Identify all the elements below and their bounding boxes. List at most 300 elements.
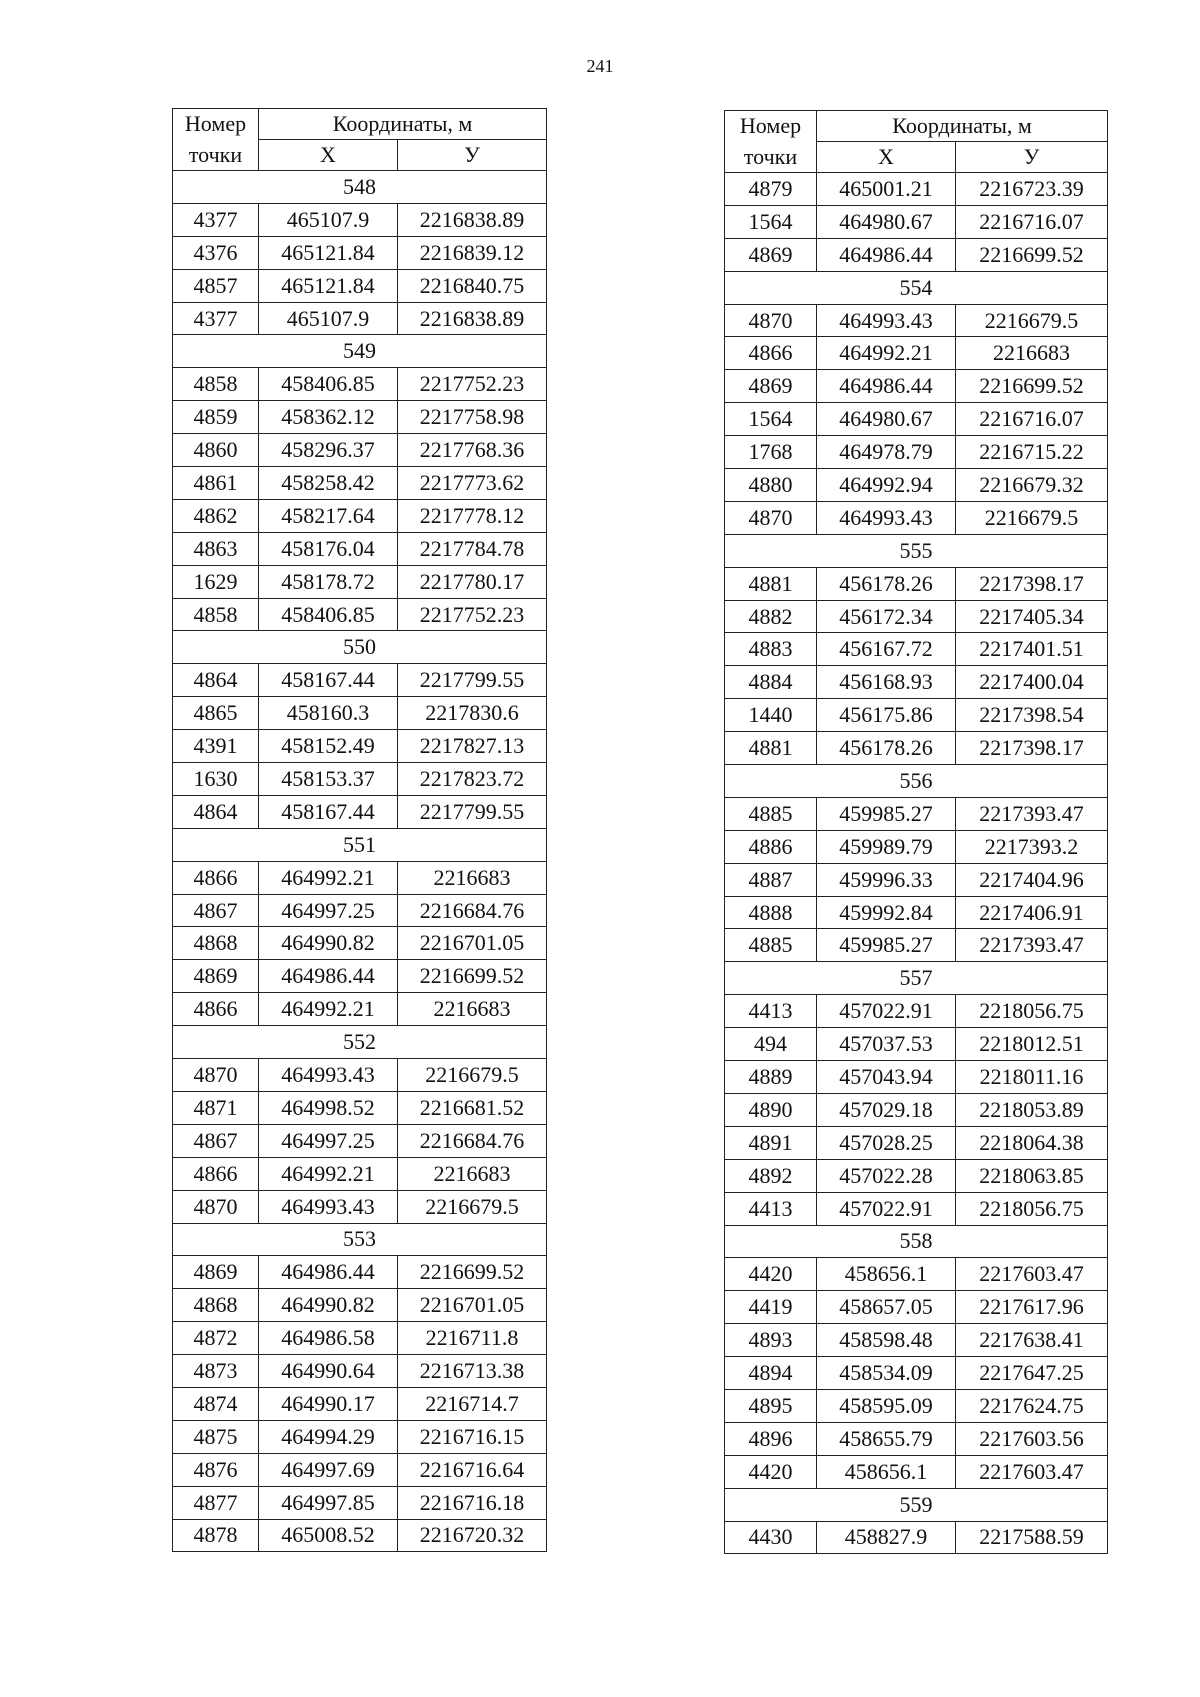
table-row: [173, 1059, 547, 1092]
y-coordinate-cell: 2217398.17: [956, 567, 1108, 600]
point-number-header: Номер: [725, 111, 817, 142]
y-coordinate-cell: 2216711.8: [398, 1322, 547, 1355]
y-coordinate-cell: 2216720.32: [398, 1519, 547, 1552]
x-column-header: X: [259, 140, 398, 171]
x-coordinate-cell: 458657.05: [817, 1291, 956, 1324]
x-coordinate-cell: 464990.17: [259, 1387, 398, 1420]
y-coordinate-cell: 2218064.38: [956, 1126, 1108, 1159]
y-coordinate-cell: 2217393.2: [956, 830, 1108, 863]
y-coordinate-cell: 2217624.75: [956, 1389, 1108, 1422]
section-title: 559: [725, 1488, 1108, 1521]
table-row: [725, 830, 1108, 863]
x-coordinate-cell: 458656.1: [817, 1258, 956, 1291]
x-coordinate-cell: 458406.85: [259, 598, 398, 631]
x-coordinate-cell: 456167.72: [817, 633, 956, 666]
x-coordinate-cell: 464986.44: [817, 238, 956, 271]
section-row: [725, 765, 1108, 798]
header-row-bottom: [725, 142, 1108, 173]
section-title: 549: [173, 335, 547, 368]
section-row: [725, 1488, 1108, 1521]
x-coordinate-cell: 464980.67: [817, 403, 956, 436]
point-number-cell: 1768: [725, 436, 817, 469]
x-coordinate-cell: 465121.84: [259, 236, 398, 269]
point-number-cell: 4420: [725, 1455, 817, 1488]
point-number-cell: 4867: [173, 1124, 259, 1157]
table-row: [725, 1028, 1108, 1061]
y-coordinate-cell: 2216716.15: [398, 1420, 547, 1453]
point-number-cell: 494: [725, 1028, 817, 1061]
y-coordinate-cell: 2217799.55: [398, 795, 547, 828]
y-coordinate-cell: 2216701.05: [398, 927, 547, 960]
table-row: [173, 532, 547, 565]
table-row: [173, 401, 547, 434]
table-row: [173, 236, 547, 269]
x-coordinate-cell: 458362.12: [259, 401, 398, 434]
table-row: [725, 732, 1108, 765]
y-coordinate-cell: 2218053.89: [956, 1093, 1108, 1126]
point-number-cell: 4869: [725, 370, 817, 403]
table-row: [173, 730, 547, 763]
point-number-cell: 4866: [725, 337, 817, 370]
point-number-cell: 4872: [173, 1322, 259, 1355]
section-row: [725, 1225, 1108, 1258]
x-coordinate-cell: 464993.43: [817, 304, 956, 337]
x-coordinate-cell: 464997.25: [259, 1124, 398, 1157]
table-row: [725, 666, 1108, 699]
y-coordinate-cell: 2217603.47: [956, 1258, 1108, 1291]
x-coordinate-cell: 464992.94: [817, 469, 956, 502]
point-number-cell: 4863: [173, 532, 259, 565]
coordinates-table-left: [172, 108, 547, 1552]
table-row: [725, 1357, 1108, 1390]
x-coordinate-cell: 465001.21: [817, 173, 956, 206]
y-coordinate-cell: 2216699.52: [398, 1256, 547, 1289]
point-number-cell: 4860: [173, 434, 259, 467]
table-row: [725, 1192, 1108, 1225]
y-coordinate-cell: 2217830.6: [398, 697, 547, 730]
table-row: [173, 302, 547, 335]
x-coordinate-cell: 465008.52: [259, 1519, 398, 1552]
x-coordinate-cell: 458167.44: [259, 664, 398, 697]
y-coordinate-cell: 2216838.89: [398, 302, 547, 335]
point-number-cell: 1440: [725, 699, 817, 732]
point-number-cell: 1629: [173, 565, 259, 598]
table-row: [173, 269, 547, 302]
x-coordinate-cell: 464993.43: [259, 1190, 398, 1223]
table-row: [725, 173, 1108, 206]
point-number-header-continued: точки: [173, 140, 259, 171]
y-coordinate-cell: 2216683: [956, 337, 1108, 370]
point-number-cell: 4891: [725, 1126, 817, 1159]
point-number-cell: 4894: [725, 1357, 817, 1390]
x-coordinate-cell: 464990.64: [259, 1355, 398, 1388]
section-title: 551: [173, 828, 547, 861]
point-number-cell: 4413: [725, 1192, 817, 1225]
point-number-cell: 4883: [725, 633, 817, 666]
table-row: [173, 664, 547, 697]
table-row: [725, 238, 1108, 271]
y-coordinate-cell: 2217398.17: [956, 732, 1108, 765]
point-number-cell: 4377: [173, 203, 259, 236]
section-title: 554: [725, 271, 1108, 304]
x-coordinate-cell: 464986.44: [817, 370, 956, 403]
page-number: 241: [586, 56, 614, 76]
point-number-cell: 4892: [725, 1159, 817, 1192]
point-number-cell: 4862: [173, 499, 259, 532]
section-row: [173, 828, 547, 861]
section-title: 552: [173, 1026, 547, 1059]
x-coordinate-cell: 458152.49: [259, 730, 398, 763]
header-row-top: [725, 111, 1108, 142]
x-coordinate-cell: 457022.91: [817, 1192, 956, 1225]
table-row: [725, 469, 1108, 502]
table-row: [173, 927, 547, 960]
y-coordinate-cell: 2217603.56: [956, 1422, 1108, 1455]
section-row: [725, 962, 1108, 995]
point-number-cell: 4879: [725, 173, 817, 206]
x-coordinate-cell: 464992.21: [259, 1157, 398, 1190]
table-row: [173, 499, 547, 532]
y-coordinate-cell: 2216684.76: [398, 1124, 547, 1157]
point-number-cell: 4870: [173, 1190, 259, 1223]
y-coordinate-cell: 2216683: [398, 1157, 547, 1190]
table-row: [173, 763, 547, 796]
y-coordinate-cell: 2217405.34: [956, 600, 1108, 633]
point-number-cell: 4869: [173, 960, 259, 993]
header-row-top: [173, 109, 547, 140]
point-number-cell: 4866: [173, 1157, 259, 1190]
y-coordinate-cell: 2217603.47: [956, 1455, 1108, 1488]
y-coordinate-cell: 2216679.5: [956, 501, 1108, 534]
section-row: [725, 271, 1108, 304]
x-coordinate-cell: 464997.25: [259, 894, 398, 927]
y-coordinate-cell: 2218011.16: [956, 1061, 1108, 1094]
table-row: [173, 894, 547, 927]
y-coordinate-cell: 2217404.96: [956, 863, 1108, 896]
point-number-cell: 4864: [173, 795, 259, 828]
table-row: [173, 960, 547, 993]
point-number-cell: 4420: [725, 1258, 817, 1291]
x-coordinate-cell: 458178.72: [259, 565, 398, 598]
table-row: [725, 633, 1108, 666]
x-coordinate-cell: 458176.04: [259, 532, 398, 565]
point-number-cell: 4880: [725, 469, 817, 502]
table-row: [725, 1061, 1108, 1094]
point-number-cell: 4885: [725, 797, 817, 830]
x-coordinate-cell: 464992.21: [817, 337, 956, 370]
y-coordinate-cell: 2216683: [398, 993, 547, 1026]
y-coordinate-cell: 2218056.75: [956, 1192, 1108, 1225]
y-coordinate-cell: 2217784.78: [398, 532, 547, 565]
y-coordinate-cell: 2216716.07: [956, 403, 1108, 436]
point-number-header-continued: точки: [725, 142, 817, 173]
table-row: [725, 699, 1108, 732]
y-column-header: У: [956, 142, 1108, 173]
table-row: [725, 1422, 1108, 1455]
point-number-cell: 4876: [173, 1453, 259, 1486]
point-number-cell: 4870: [725, 304, 817, 337]
x-coordinate-cell: 456178.26: [817, 732, 956, 765]
y-coordinate-cell: 2216683: [398, 861, 547, 894]
x-coordinate-cell: 464978.79: [817, 436, 956, 469]
point-number-cell: 4875: [173, 1420, 259, 1453]
x-coordinate-cell: 464986.44: [259, 1256, 398, 1289]
table-row: [725, 1291, 1108, 1324]
y-coordinate-cell: 2217638.41: [956, 1324, 1108, 1357]
table-row: [173, 1387, 547, 1420]
point-number-cell: 4859: [173, 401, 259, 434]
table-row: [725, 304, 1108, 337]
y-coordinate-cell: 2216839.12: [398, 236, 547, 269]
coordinates-header: Координаты, м: [817, 111, 1108, 142]
table-row: [173, 467, 547, 500]
table-row: [173, 1091, 547, 1124]
point-number-cell: 4884: [725, 666, 817, 699]
point-number-cell: 4377: [173, 302, 259, 335]
y-coordinate-cell: 2216699.52: [956, 238, 1108, 271]
table-row: [725, 337, 1108, 370]
section-row: [173, 1026, 547, 1059]
y-coordinate-cell: 2216716.07: [956, 205, 1108, 238]
x-coordinate-cell: 458217.64: [259, 499, 398, 532]
x-coordinate-cell: 458160.3: [259, 697, 398, 730]
table-row: [725, 370, 1108, 403]
y-coordinate-cell: 2216679.5: [398, 1190, 547, 1223]
y-column-header: У: [398, 140, 547, 171]
x-coordinate-cell: 465107.9: [259, 203, 398, 236]
table-row: [173, 1355, 547, 1388]
y-coordinate-cell: 2217752.23: [398, 598, 547, 631]
section-title: 558: [725, 1225, 1108, 1258]
section-title: 548: [173, 171, 547, 204]
table-row: [725, 929, 1108, 962]
point-number-cell: 4869: [725, 238, 817, 271]
point-number-cell: 4890: [725, 1093, 817, 1126]
y-coordinate-cell: 2216681.52: [398, 1091, 547, 1124]
table-row: [725, 1093, 1108, 1126]
x-coordinate-cell: 456175.86: [817, 699, 956, 732]
table-row: [173, 1289, 547, 1322]
x-coordinate-cell: 459985.27: [817, 797, 956, 830]
y-coordinate-cell: 2216838.89: [398, 203, 547, 236]
y-coordinate-cell: 2216684.76: [398, 894, 547, 927]
table-row: [173, 203, 547, 236]
y-coordinate-cell: 2216701.05: [398, 1289, 547, 1322]
y-coordinate-cell: 2216715.22: [956, 436, 1108, 469]
y-coordinate-cell: 2216716.64: [398, 1453, 547, 1486]
section-title: 557: [725, 962, 1108, 995]
x-coordinate-cell: 465121.84: [259, 269, 398, 302]
section-row: [173, 631, 547, 664]
y-coordinate-cell: 2216699.52: [956, 370, 1108, 403]
coordinates-header: Координаты, м: [259, 109, 547, 140]
point-number-cell: 4870: [173, 1059, 259, 1092]
y-coordinate-cell: 2217647.25: [956, 1357, 1108, 1390]
header-row-bottom: [173, 140, 547, 171]
y-coordinate-cell: 2218012.51: [956, 1028, 1108, 1061]
table-row: [173, 434, 547, 467]
table-row: [725, 863, 1108, 896]
x-coordinate-cell: 464980.67: [817, 205, 956, 238]
point-number-cell: 4887: [725, 863, 817, 896]
y-coordinate-cell: 2216840.75: [398, 269, 547, 302]
y-coordinate-cell: 2216679.32: [956, 469, 1108, 502]
table-row: [725, 896, 1108, 929]
y-coordinate-cell: 2217827.13: [398, 730, 547, 763]
point-number-cell: 4886: [725, 830, 817, 863]
table-row: [173, 993, 547, 1026]
x-coordinate-cell: 458656.1: [817, 1455, 956, 1488]
table-row: [725, 567, 1108, 600]
point-number-cell: 4882: [725, 600, 817, 633]
section-row: [173, 1223, 547, 1256]
point-number-cell: 4871: [173, 1091, 259, 1124]
table-row: [173, 1453, 547, 1486]
section-title: 556: [725, 765, 1108, 798]
point-number-cell: 1564: [725, 205, 817, 238]
table-row: [173, 861, 547, 894]
table-row: [173, 1157, 547, 1190]
table-row: [173, 598, 547, 631]
point-number-cell: 4419: [725, 1291, 817, 1324]
table-row: [173, 1519, 547, 1552]
y-coordinate-cell: 2217398.54: [956, 699, 1108, 732]
y-coordinate-cell: 2218056.75: [956, 995, 1108, 1028]
table-row: [725, 205, 1108, 238]
x-coordinate-cell: 456178.26: [817, 567, 956, 600]
y-coordinate-cell: 2216714.7: [398, 1387, 547, 1420]
x-coordinate-cell: 458595.09: [817, 1389, 956, 1422]
point-number-cell: 1564: [725, 403, 817, 436]
y-coordinate-cell: 2217799.55: [398, 664, 547, 697]
x-coordinate-cell: 459985.27: [817, 929, 956, 962]
table-row: [725, 403, 1108, 436]
point-number-cell: 4866: [173, 861, 259, 894]
point-number-cell: 4858: [173, 368, 259, 401]
point-number-cell: 4896: [725, 1422, 817, 1455]
point-number-cell: 4877: [173, 1486, 259, 1519]
x-coordinate-cell: 458296.37: [259, 434, 398, 467]
y-coordinate-cell: 2216713.38: [398, 1355, 547, 1388]
y-coordinate-cell: 2217588.59: [956, 1521, 1108, 1554]
x-coordinate-cell: 458167.44: [259, 795, 398, 828]
x-coordinate-cell: 464997.69: [259, 1453, 398, 1486]
point-number-cell: 4878: [173, 1519, 259, 1552]
section-row: [173, 335, 547, 368]
table-row: [173, 1190, 547, 1223]
x-coordinate-cell: 458153.37: [259, 763, 398, 796]
x-column-header: X: [817, 142, 956, 173]
table-row: [173, 1124, 547, 1157]
x-coordinate-cell: 464990.82: [259, 927, 398, 960]
point-number-cell: 4881: [725, 732, 817, 765]
table-body: [173, 109, 547, 1552]
x-coordinate-cell: 464997.85: [259, 1486, 398, 1519]
x-coordinate-cell: 464986.58: [259, 1322, 398, 1355]
x-coordinate-cell: 458655.79: [817, 1422, 956, 1455]
x-coordinate-cell: 464990.82: [259, 1289, 398, 1322]
point-number-cell: 4868: [173, 927, 259, 960]
section-title: 555: [725, 534, 1108, 567]
point-number-cell: 4858: [173, 598, 259, 631]
x-coordinate-cell: 464993.43: [817, 501, 956, 534]
y-coordinate-cell: 2217768.36: [398, 434, 547, 467]
x-coordinate-cell: 459989.79: [817, 830, 956, 863]
point-number-cell: 4889: [725, 1061, 817, 1094]
x-coordinate-cell: 458598.48: [817, 1324, 956, 1357]
table-row: [173, 1486, 547, 1519]
x-coordinate-cell: 457037.53: [817, 1028, 956, 1061]
point-number-cell: 4413: [725, 995, 817, 1028]
x-coordinate-cell: 457022.28: [817, 1159, 956, 1192]
x-coordinate-cell: 464986.44: [259, 960, 398, 993]
x-coordinate-cell: 456172.34: [817, 600, 956, 633]
point-number-cell: 4861: [173, 467, 259, 500]
coordinates-table-right: [724, 110, 1108, 1554]
point-number-cell: 4888: [725, 896, 817, 929]
point-number-cell: 4895: [725, 1389, 817, 1422]
y-coordinate-cell: 2217400.04: [956, 666, 1108, 699]
table-row: [725, 436, 1108, 469]
point-number-cell: 4881: [725, 567, 817, 600]
table-body: [725, 111, 1108, 1554]
point-number-cell: 4874: [173, 1387, 259, 1420]
point-number-header: Номер: [173, 109, 259, 140]
table-row: [725, 995, 1108, 1028]
x-coordinate-cell: 458258.42: [259, 467, 398, 500]
x-coordinate-cell: 457029.18: [817, 1093, 956, 1126]
table-row: [725, 1455, 1108, 1488]
table-row: [725, 797, 1108, 830]
y-coordinate-cell: 2216679.5: [956, 304, 1108, 337]
x-coordinate-cell: 464992.21: [259, 861, 398, 894]
x-coordinate-cell: 459992.84: [817, 896, 956, 929]
x-coordinate-cell: 464992.21: [259, 993, 398, 1026]
point-number-cell: 4864: [173, 664, 259, 697]
point-number-cell: 4391: [173, 730, 259, 763]
section-title: 553: [173, 1223, 547, 1256]
section-title: 550: [173, 631, 547, 664]
point-number-cell: 1630: [173, 763, 259, 796]
y-coordinate-cell: 2217780.17: [398, 565, 547, 598]
x-coordinate-cell: 458827.9: [817, 1521, 956, 1554]
point-number-cell: 4866: [173, 993, 259, 1026]
y-coordinate-cell: 2217758.98: [398, 401, 547, 434]
y-coordinate-cell: 2217401.51: [956, 633, 1108, 666]
table-row: [173, 1322, 547, 1355]
point-number-cell: 4869: [173, 1256, 259, 1289]
y-coordinate-cell: 2216679.5: [398, 1059, 547, 1092]
x-coordinate-cell: 459996.33: [817, 863, 956, 896]
table-row: [725, 1324, 1108, 1357]
section-row: [173, 171, 547, 204]
table-row: [173, 697, 547, 730]
y-coordinate-cell: 2217393.47: [956, 929, 1108, 962]
y-coordinate-cell: 2216699.52: [398, 960, 547, 993]
point-number-cell: 4885: [725, 929, 817, 962]
y-coordinate-cell: 2216723.39: [956, 173, 1108, 206]
y-coordinate-cell: 2217778.12: [398, 499, 547, 532]
x-coordinate-cell: 457028.25: [817, 1126, 956, 1159]
y-coordinate-cell: 2217393.47: [956, 797, 1108, 830]
table-row: [725, 1258, 1108, 1291]
table-row: [173, 795, 547, 828]
x-coordinate-cell: 457043.94: [817, 1061, 956, 1094]
point-number-cell: 4867: [173, 894, 259, 927]
table-row: [173, 565, 547, 598]
x-coordinate-cell: 458406.85: [259, 368, 398, 401]
x-coordinate-cell: 458534.09: [817, 1357, 956, 1390]
